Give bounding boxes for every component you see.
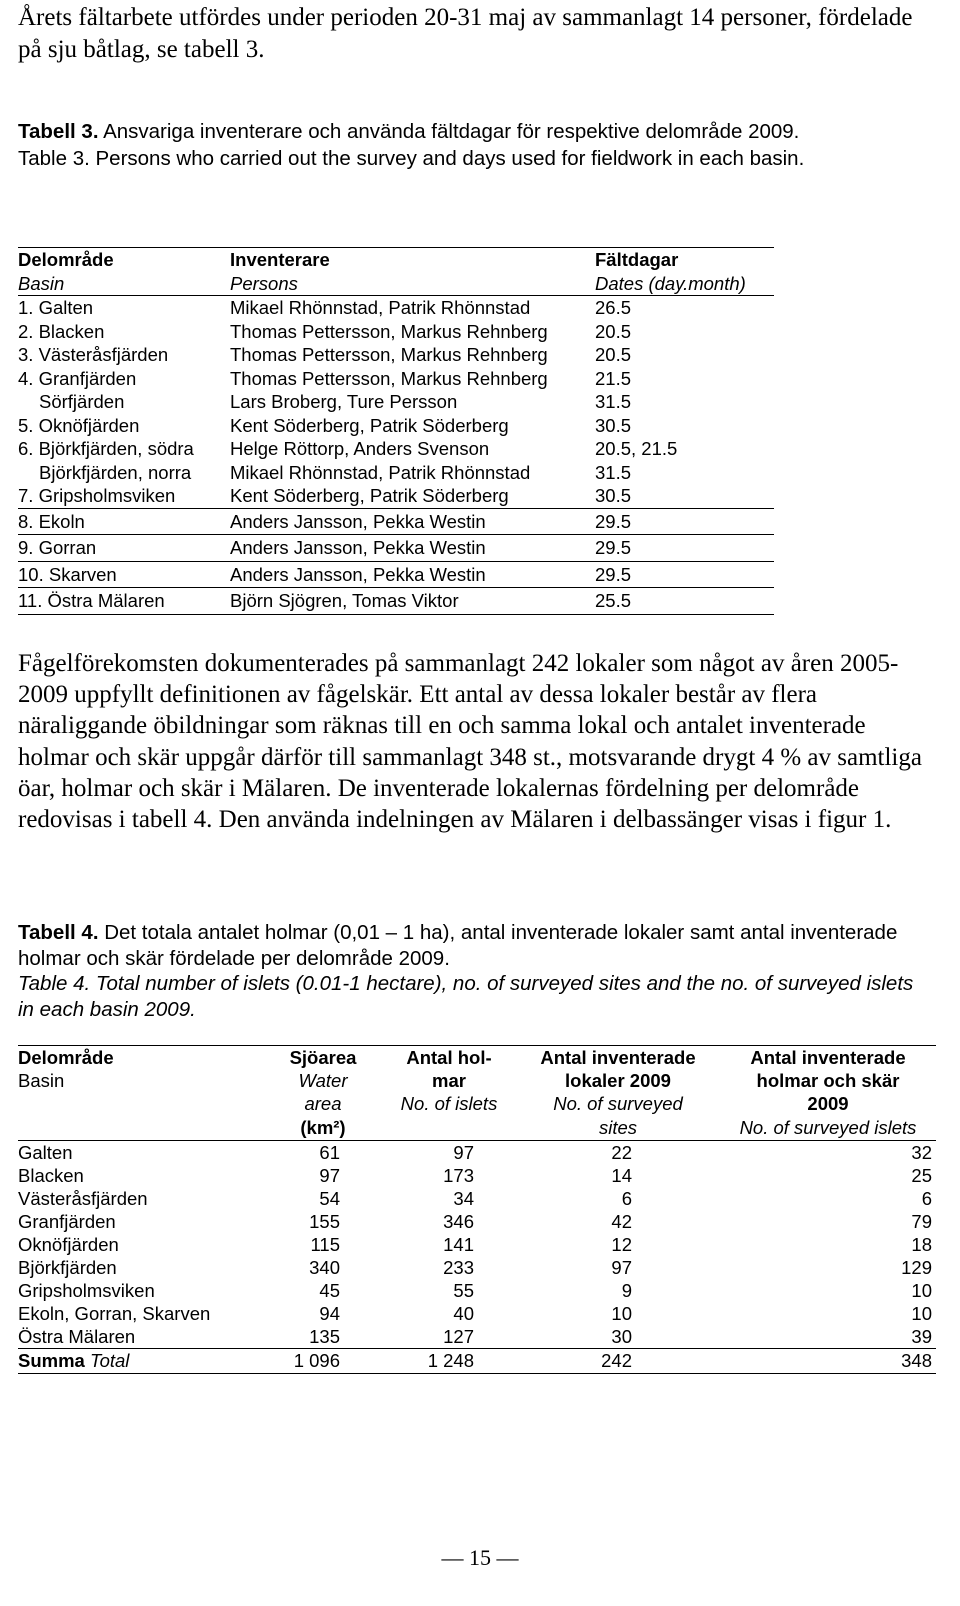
table3-caption-en: Table 3. Persons who carried out the survey and days used for fieldwork in each basin. (18, 147, 805, 170)
table4-cell-islets: 141 (443, 1234, 474, 1255)
table3-cell-days: 31.5 (595, 461, 632, 483)
table4-cell-area: 135 (309, 1326, 340, 1347)
table4-header-surveyed-year: 2009 (807, 1093, 849, 1115)
table-row (18, 1233, 936, 1256)
table4-cell-area: 61 (319, 1142, 340, 1163)
table4-cell-sites: 10 (611, 1303, 632, 1324)
table4-header-water-en: Water (298, 1070, 348, 1092)
table3-cell-basin: 4. Granfjärden (18, 367, 137, 389)
table3 (18, 247, 774, 615)
table4-total-label-en: Total (89, 1350, 130, 1371)
table4-caption (18, 920, 918, 1022)
table4-caption-sv (18, 920, 918, 971)
table3-cell-persons: Björn Sjögren, Tomas Viktor (230, 590, 459, 611)
table-row (18, 1279, 936, 1302)
body-paragraph-text: Fågelförekomsten dokumenterades på sammanlagt 242 lokaler som något av åren 2005-2009 uppfyllt definitionen av fågelskär. Ett antal av dessa lokaler består av flera näraliggande öbildningar som räknas till en och samma lokal och antalet inventerade holmar och skär uppgår därför till sammanlagt 348 st., motsvarande drygt 4 % av samtliga öar, holmar och skär i Mälaren. De inventerade lokalernas fördelning per delområde redovisas i tabell 4. Den använda indelningen av Mälaren i delbassänger visas i figur 1. (18, 650, 922, 834)
table4-header-islets (394, 1046, 504, 1116)
table3-cell-persons: Kent Söderberg, Patrik Söderberg (230, 485, 509, 506)
table3-header-basin: Delområde (18, 249, 114, 270)
table3-subheader-basin: Basin (18, 272, 65, 294)
table3-cell-days: 29.5 (595, 537, 632, 558)
table4-cell-islets: 97 (453, 1142, 474, 1163)
table4-header-islets-sv2: mar (432, 1070, 466, 1092)
table3-cell-days: 30.5 (595, 485, 632, 506)
table4-cell-sites: 30 (611, 1326, 632, 1347)
table3-cell-basin: 1. Galten (18, 297, 94, 318)
table4-cell-islets: 127 (443, 1326, 474, 1347)
table-row (18, 562, 774, 588)
table3-cell-days: 26.5 (595, 297, 632, 318)
table3-subheader-persons: Persons (230, 272, 298, 294)
table-row (18, 414, 774, 438)
table3-cell-basin: 10. Skarven (18, 563, 117, 585)
table4-cell-area: 45 (319, 1280, 340, 1301)
table3-caption (18, 118, 918, 172)
table3-cell-basin: 8. Ekoln (18, 510, 85, 532)
table4-cell-basin: Blacken (18, 1165, 84, 1186)
table4-cell-area: 155 (309, 1211, 340, 1232)
table4-cell-surveyed: 129 (901, 1257, 932, 1278)
table3-cell-persons: Anders Jansson, Pekka Westin (230, 563, 486, 585)
intro-paragraph: Årets fältarbete utfördes under perioden 20-31 maj av sammanlagt 14 personer, fördelade på sju båtlag, se tabell 3. (18, 4, 913, 63)
table-row (18, 1210, 936, 1233)
table-row (18, 1302, 936, 1325)
table3-cell-persons: Lars Broberg, Ture Persson (230, 391, 458, 412)
table4-cell-basin: Gripsholmsviken (18, 1280, 155, 1301)
table3-bottom-rule (18, 614, 774, 615)
table-row (18, 461, 774, 485)
table4-total-row (18, 1349, 936, 1373)
table4-total-area: 1 096 (293, 1350, 340, 1371)
table-row (18, 535, 774, 561)
table3-cell-persons: Anders Jansson, Pekka Westin (230, 510, 486, 532)
table3-cell-basin: 3. Västeråsfjärden (18, 344, 169, 365)
table3-header-row (18, 248, 774, 272)
table4-total-sites: 242 (601, 1350, 632, 1371)
table3-subheader-days: Dates (day.month) (595, 272, 746, 294)
table3-caption-sv (18, 118, 918, 145)
table4-total-islets: 1 248 (427, 1350, 474, 1371)
table4-total-label-sv: Summa (18, 1350, 85, 1371)
table4-cell-basin: Oknöfjärden (18, 1234, 119, 1255)
table3-header-persons: Inventerare (230, 249, 330, 270)
table-row (18, 509, 774, 535)
table4-cell-islets: 55 (453, 1280, 474, 1301)
table4-total-surveyed: 348 (901, 1350, 932, 1371)
page-number: — 15 — (441, 1545, 519, 1570)
table4-header-surveyed (728, 1046, 928, 1139)
table4-cell-islets: 233 (443, 1257, 474, 1278)
table3-cell-persons: Thomas Pettersson, Markus Rehnberg (230, 344, 548, 365)
table4-caption-en: Table 4. Total number of islets (0.01-1 hectare), no. of surveyed sites and the no. of surveyed islets in each basin 2009. (18, 972, 914, 1021)
table3-cell-days: 20.5 (595, 320, 632, 342)
table4-cell-sites: 97 (611, 1257, 632, 1278)
table4-cell-islets: 346 (443, 1211, 474, 1232)
table4-header-sites-en: No. of surveyed (553, 1093, 683, 1115)
table4-header-basin (18, 1046, 114, 1092)
table3-cell-basin: 9. Gorran (18, 537, 97, 558)
table-row (18, 320, 774, 344)
table4-cell-area: 97 (319, 1165, 340, 1186)
table4-cell-basin: Björkfjärden (18, 1257, 117, 1278)
table4-cell-area: 94 (319, 1303, 340, 1324)
table4-header-sites-sv: Antal inventerade (540, 1047, 696, 1068)
table-row (18, 437, 774, 461)
table4-cell-surveyed: 6 (921, 1188, 932, 1209)
table4-header-islets-sv: Antal hol- (406, 1047, 492, 1068)
table3-cell-basin: 2. Blacken (18, 320, 105, 342)
table3-cell-persons: Mikael Rhönnstad, Patrik Rhönnstad (230, 297, 531, 318)
table3-cell-persons: Thomas Pettersson, Markus Rehnberg (230, 367, 548, 389)
table4-header-water-unit: (km²) (300, 1116, 346, 1138)
table3-cell-days: 20.5 (595, 344, 632, 365)
table3-caption-text: Ansvariga inventerare och använda fältdagar för respektive delområde 2009. (98, 120, 800, 143)
table4-cell-surveyed: 39 (911, 1326, 932, 1347)
table3-cell-persons: Thomas Pettersson, Markus Rehnberg (230, 320, 548, 342)
table3-cell-basin: 11. Östra Mälaren (18, 590, 165, 611)
table4-cell-sites: 14 (611, 1165, 632, 1186)
table4-cell-basin: Granfjärden (18, 1211, 116, 1232)
table-row (18, 390, 774, 414)
table4-header-surveyed-en: No. of surveyed islets (739, 1116, 917, 1138)
table4-cell-islets: 173 (443, 1165, 474, 1186)
table-row (18, 296, 774, 320)
table3-subheader-row (18, 272, 774, 296)
table4-header-sites-sv2: lokaler 2009 (565, 1070, 671, 1092)
table4-caption-label: Tabell 4. (18, 921, 99, 944)
table4-header-surveyed-sv2: holmar och skär (756, 1070, 900, 1092)
table-row (18, 367, 774, 391)
table4-bottom-rule (18, 1373, 936, 1374)
table4-cell-basin: Ekoln, Gorran, Skarven (18, 1303, 211, 1324)
table3-cell-days: 29.5 (595, 563, 632, 585)
table4-cell-sites: 22 (611, 1142, 632, 1163)
body-paragraph (18, 648, 938, 835)
table3-cell-basin: Björkfjärden, norra (39, 461, 192, 483)
table4-cell-surveyed: 32 (911, 1142, 932, 1163)
table3-cell-days: 21.5 (595, 367, 632, 389)
table4-cell-islets: 40 (453, 1303, 474, 1324)
table4-caption-text: Det totala antalet holmar (0,01 – 1 ha), antal inventerade lokaler samt antal inventerade holmar och skär fördelade per delområde 2009. (18, 921, 898, 970)
table-row (18, 1164, 936, 1187)
table-row (18, 1256, 936, 1279)
table3-header-days: Fältdagar (595, 249, 679, 270)
table4-cell-surveyed: 10 (911, 1303, 932, 1324)
table-row (18, 1325, 936, 1348)
table3-caption-label: Tabell 3. (18, 120, 99, 143)
table4-header-basin-sv: Delområde (18, 1047, 114, 1068)
table3-cell-persons: Mikael Rhönnstad, Patrik Rhönnstad (230, 461, 531, 483)
table4-cell-area: 340 (309, 1257, 340, 1278)
table-row (18, 343, 774, 367)
table4-cell-basin: Västeråsfjärden (18, 1188, 148, 1209)
table3-cell-days: 29.5 (595, 510, 632, 532)
table4-cell-area: 54 (319, 1188, 340, 1209)
table3-cell-days: 31.5 (595, 391, 632, 412)
table3-cell-persons: Anders Jansson, Pekka Westin (230, 537, 486, 558)
table3-cell-persons: Kent Söderberg, Patrik Söderberg (230, 414, 509, 436)
table4-header-sites (523, 1046, 713, 1139)
table4-header-basin-en: Basin (18, 1070, 65, 1092)
table4-header-islets-en: No. of islets (400, 1093, 498, 1115)
table4-cell-sites: 42 (611, 1211, 632, 1232)
table3-cell-basin: 7. Gripsholmsviken (18, 485, 176, 506)
table-row (18, 588, 774, 614)
table3-cell-days: 30.5 (595, 414, 632, 436)
table4 (18, 1045, 936, 1374)
table-row (18, 1141, 936, 1164)
table4-cell-surveyed: 18 (911, 1234, 932, 1255)
table4-cell-area: 115 (310, 1234, 340, 1255)
table4-cell-basin: Galten (18, 1142, 73, 1163)
table4-header-water-sv: Sjöarea (289, 1047, 357, 1068)
table4-cell-surveyed: 25 (911, 1165, 932, 1186)
table3-cell-basin: Sörfjärden (39, 391, 125, 412)
table4-cell-surveyed: 79 (911, 1211, 932, 1232)
table3-cell-days: 20.5, 21.5 (595, 438, 678, 459)
table4-cell-basin: Östra Mälaren (18, 1326, 136, 1347)
table4-cell-sites: 9 (621, 1280, 632, 1301)
table4-cell-sites: 12 (611, 1234, 632, 1255)
table-row (18, 484, 774, 508)
table4-header (18, 1046, 936, 1140)
table4-header-sites-en2: sites (598, 1116, 638, 1138)
table3-cell-basin: 5. Oknöfjärden (18, 414, 140, 436)
table4-cell-islets: 34 (453, 1188, 474, 1209)
table4-cell-sites: 6 (621, 1188, 632, 1209)
table4-cell-surveyed: 10 (911, 1280, 932, 1301)
table4-header-surveyed-sv: Antal inventerade (750, 1047, 906, 1068)
table3-cell-days: 25.5 (595, 590, 632, 611)
table3-cell-basin: 6. Björkfjärden, södra (18, 438, 194, 459)
table3-cell-persons: Helge Röttorp, Anders Svenson (230, 438, 490, 459)
table4-header-water (273, 1046, 373, 1139)
table4-header-water-en2: area (304, 1093, 342, 1115)
table4-total-label (18, 1349, 129, 1373)
table-row (18, 1187, 936, 1210)
